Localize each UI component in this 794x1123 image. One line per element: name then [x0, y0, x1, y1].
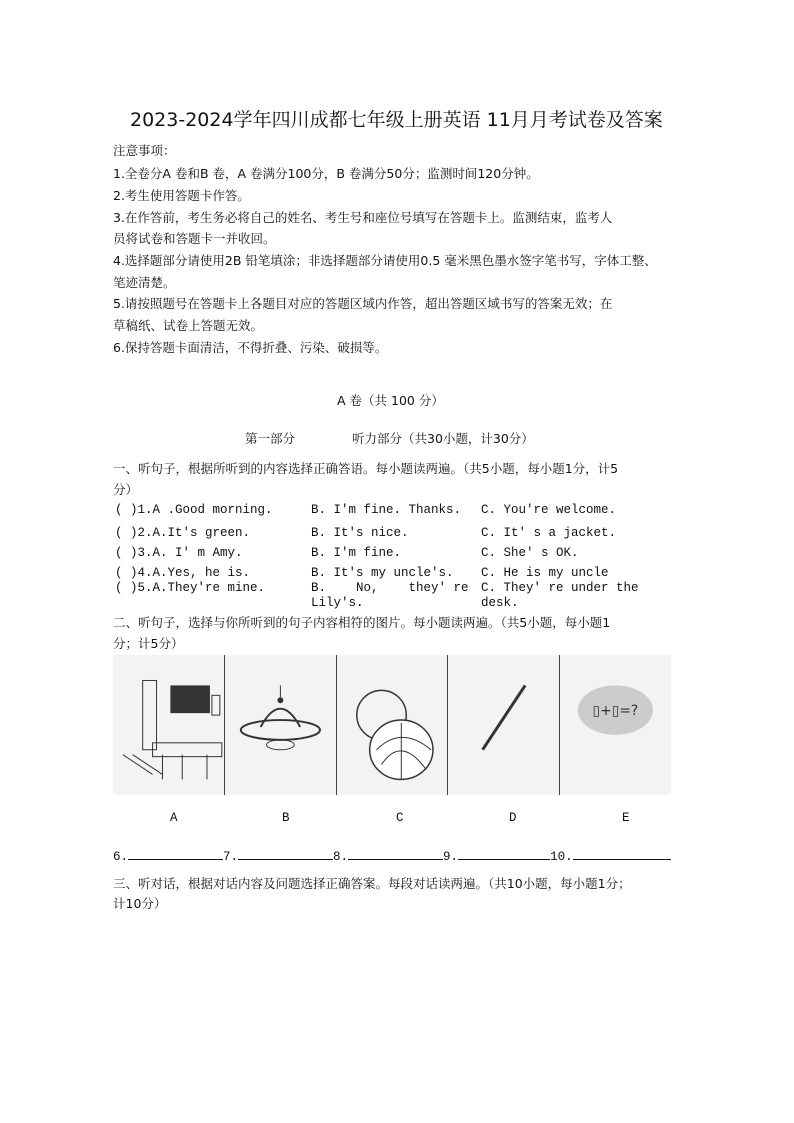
q2-instruction: 二、听句子，选择与你所听到的句子内容相符的图片。每小题读两遍。（共5小题，每小题1: [113, 615, 611, 630]
q2-instruction-cont: 分；计5分）: [113, 636, 184, 651]
blank-label: 6.: [113, 850, 129, 864]
answer-blank[interactable]: [573, 847, 671, 860]
blank-label: 7.: [223, 850, 239, 864]
q1-item-b: B. I'm fine. Thanks.: [311, 503, 462, 517]
note-line: 员将试卷和答题卡一并收回。: [113, 231, 276, 246]
note-line: 1.全卷分A 卷和B 卷，A 卷满分100分，B 卷满分50分；监测时间120分钟。: [113, 166, 539, 181]
answer-blank[interactable]: [348, 847, 443, 860]
blank-label: 8.: [333, 850, 349, 864]
notes-heading: 注意事项：: [113, 143, 176, 158]
picture-label: B: [282, 811, 290, 825]
q1-item-c: C. He is my uncle: [481, 566, 609, 580]
picture-classroom: [113, 655, 224, 795]
note-line: 3.在作答前，考生务必将自己的姓名、考生号和座位号填写在答题卡上。监测结束，监考人: [113, 210, 613, 225]
picture-strip: [113, 655, 671, 795]
q1-item-b: B. No, they' re: [311, 581, 469, 595]
blank-label: 9.: [443, 850, 459, 864]
q1-instruction: 一、听句子，根据所听到的内容选择正确答语。每小题读两遍。（共5小题，每小题1分，计5: [113, 461, 619, 476]
q3-instruction: 三、听对话，根据对话内容及问题选择正确答案。每段对话读两遍。（共10小题，每小题1分；: [113, 876, 631, 891]
q1-instruction-cont: 分）: [113, 482, 139, 497]
note-line: 5.请按照题号在答题卡上各题目对应的答题区域内作答，超出答题区域书写的答案无效；在: [113, 296, 613, 311]
section-a-heading: A 卷（共 100 分）: [337, 393, 444, 408]
q3-instruction-cont: 计10分）: [113, 896, 167, 911]
q1-item-c: C. It' s a jacket.: [481, 526, 617, 540]
note-line: 2.考生使用答题卡作答。: [113, 188, 250, 203]
note-line: 草稿纸、试卷上答题无效。: [113, 318, 264, 333]
answer-blank[interactable]: [238, 847, 333, 860]
q1-item-a: ( )4.A.Yes, he is.: [115, 566, 251, 580]
q1-item-c: C. They' re under the: [481, 581, 639, 595]
answer-blank[interactable]: [128, 847, 223, 860]
q1-item-a: ( )5.A.They're mine.: [115, 581, 266, 595]
q1-item-b: B. I'm fine.: [311, 546, 402, 560]
page-title: 2023-2024学年四川成都七年级上册英语 11月月考试卷及答案: [130, 109, 663, 131]
picture-pencil: [447, 655, 559, 795]
q1-item-a: ( )2.A.It's green.: [115, 526, 251, 540]
q1-item-b-cont: Lily's.: [311, 596, 364, 610]
picture-fruit: [336, 655, 448, 795]
note-line: 笔迹清楚。: [113, 275, 176, 290]
q1-item-b: B. It's my uncle's.: [311, 566, 454, 580]
note-line: 6.保持答题卡面清洁，不得折叠、污染、破损等。: [113, 340, 388, 355]
picture-math: [559, 655, 671, 795]
svg-text:▯+▯=?: ▯+▯=?: [592, 703, 639, 720]
part1-title: 听力部分（共30小题，计30分）: [352, 431, 534, 446]
q1-item-c: C. She' s OK.: [481, 546, 579, 560]
part1-label: 第一部分: [245, 431, 296, 446]
answer-blanks: [113, 847, 671, 865]
q1-item-a: ( )3.A. I' m Amy.: [115, 546, 243, 560]
blank-label: 10.: [550, 850, 573, 864]
picture-label: A: [170, 811, 178, 825]
answer-blank[interactable]: [458, 847, 550, 860]
q1-item-a: ( )1.A .Good morning.: [115, 503, 273, 517]
q1-item-c: C. You're welcome.: [481, 503, 617, 517]
q1-item-c-cont: desk.: [481, 596, 519, 610]
q1-item-b: B. It's nice.: [311, 526, 409, 540]
picture-label: E: [622, 811, 630, 825]
picture-label: D: [509, 811, 517, 825]
picture-ufo: [224, 655, 336, 795]
picture-label: C: [396, 811, 404, 825]
note-line: 4.选择题部分请使用2B 铅笔填涂；非选择题部分请使用0.5 毫米黑色墨水签字笔书写，字体工整、: [113, 253, 657, 268]
